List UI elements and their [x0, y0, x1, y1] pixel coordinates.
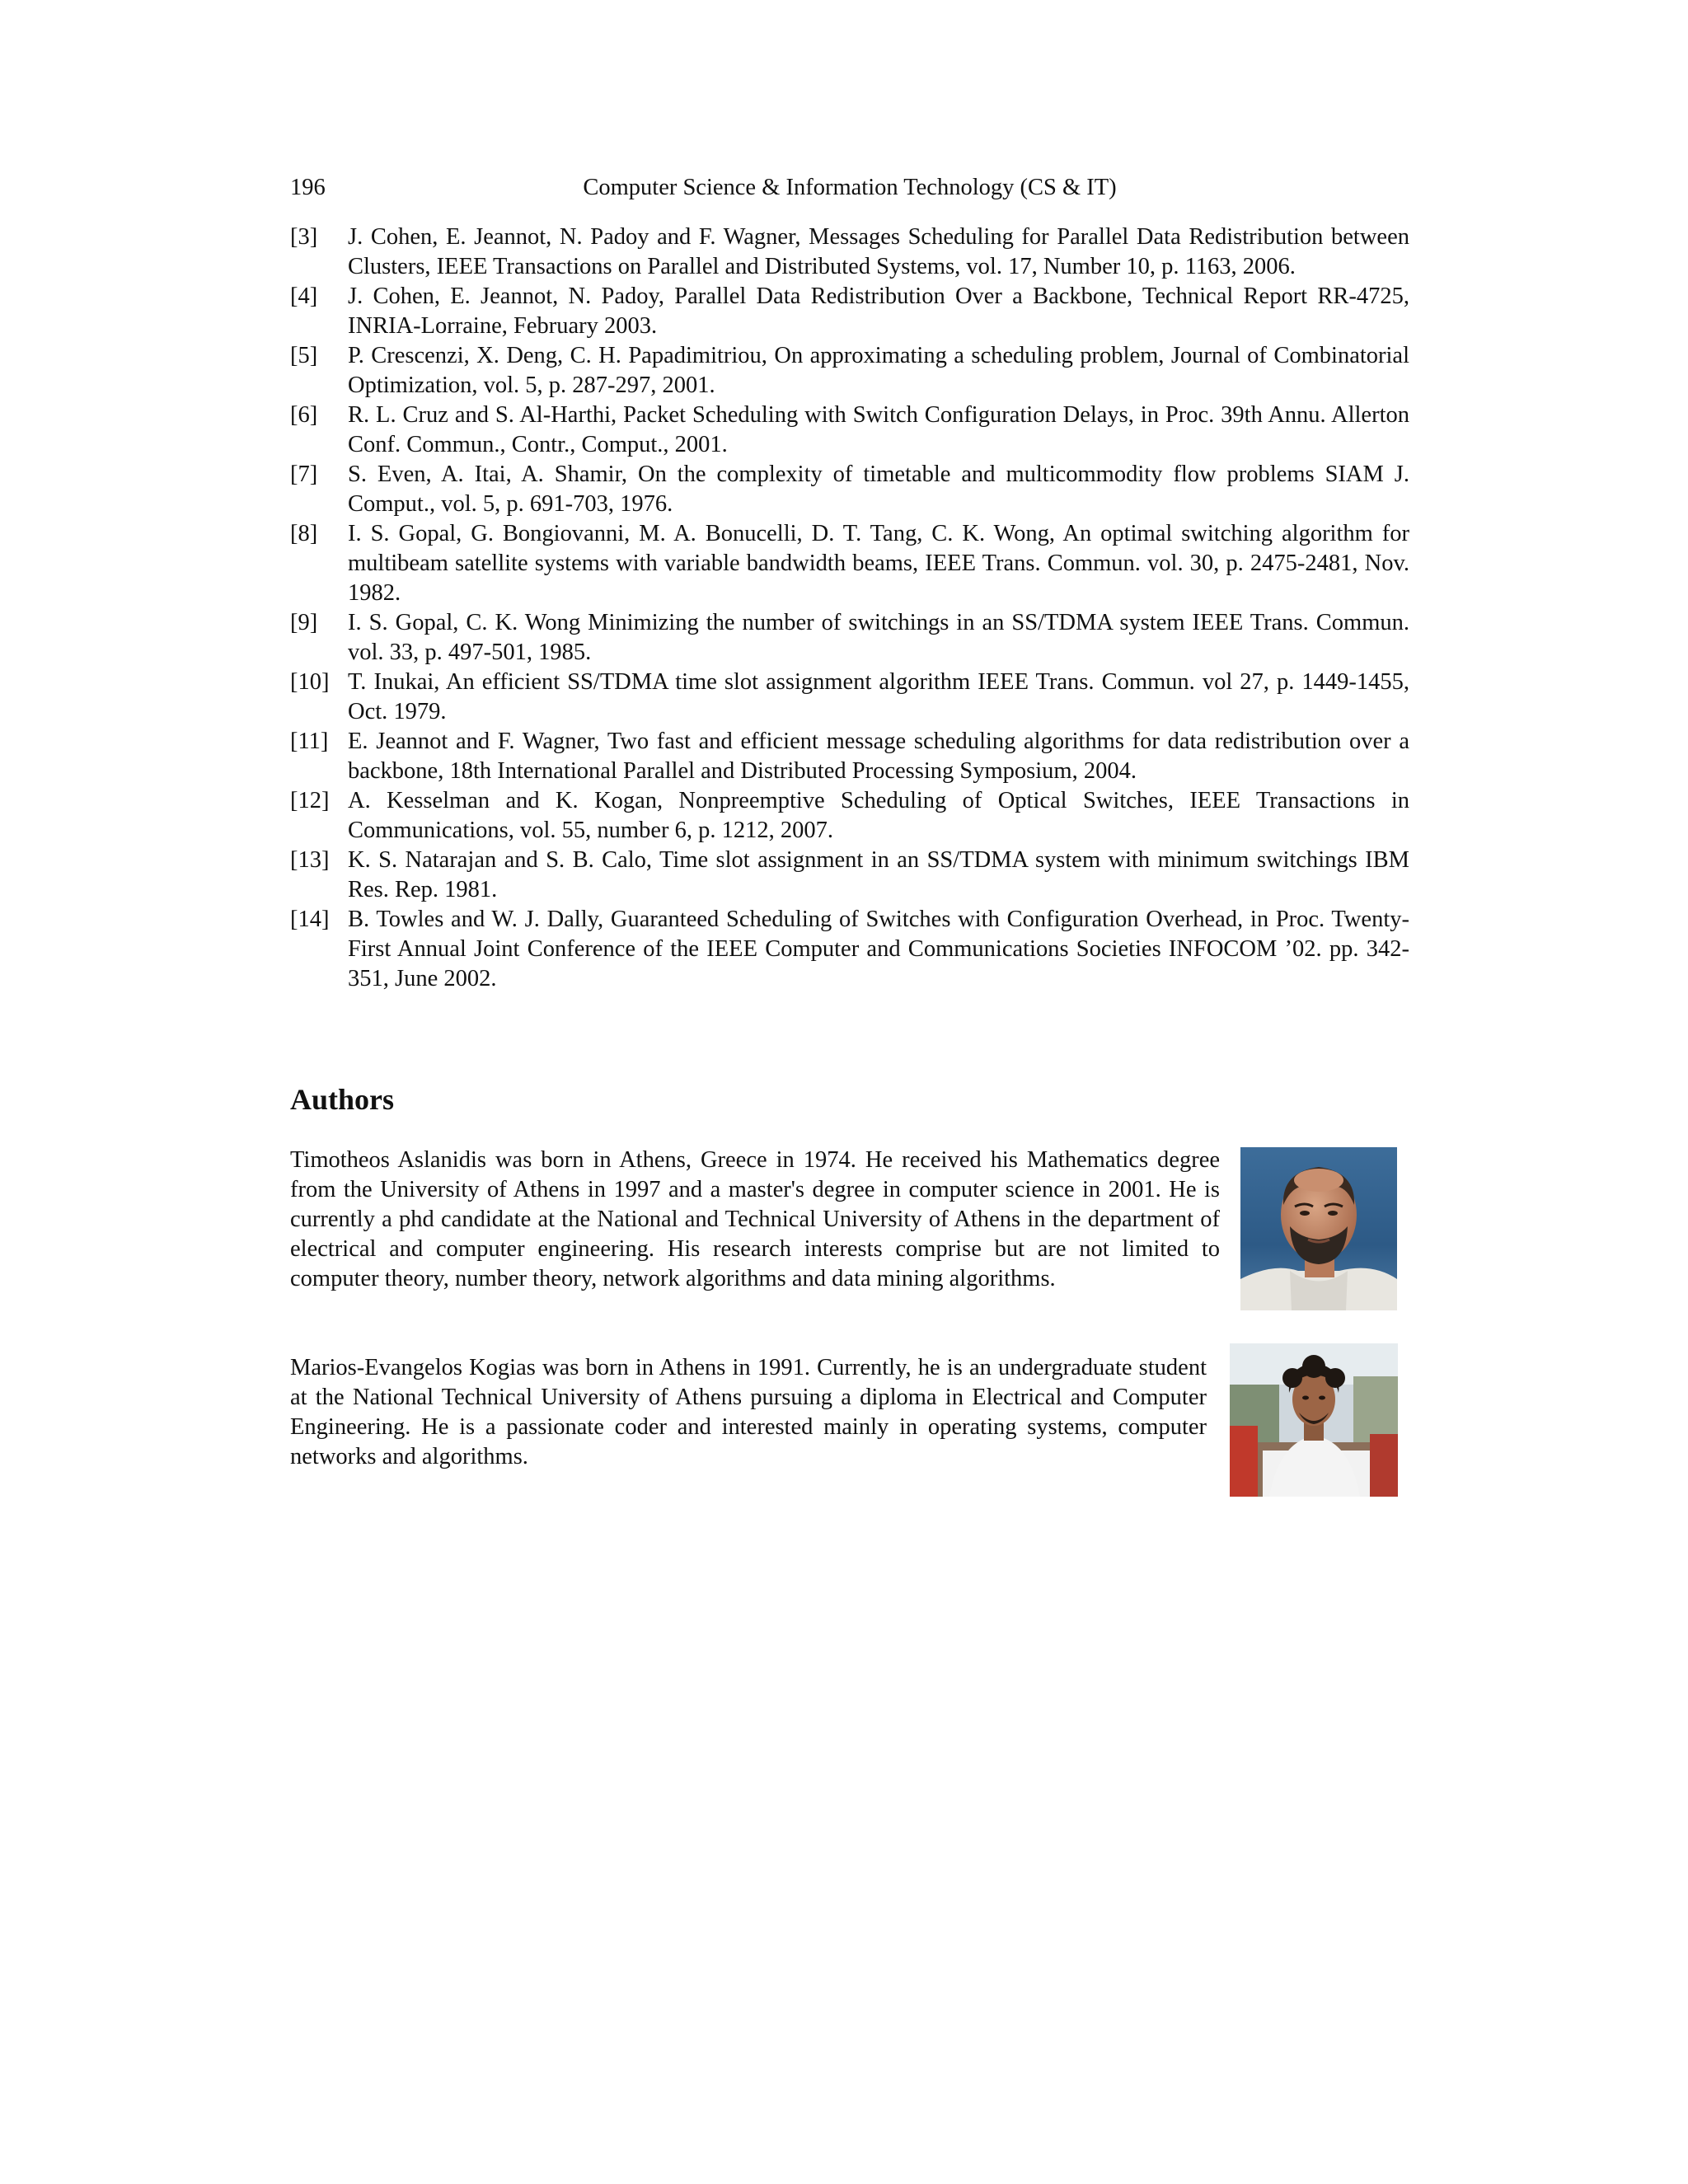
reference-number: [9]	[290, 610, 318, 635]
reference-item	[290, 341, 1409, 401]
reference-text: P. Crescenzi, X. Deng, C. H. Papadimitriou, On approximating a scheduling problem, Journal of Combinatorial Optimization, vol. 5, p. 287-297, 2001.	[348, 343, 1409, 398]
running-title: Computer Science & Information Technology (CS & IT)	[583, 175, 1117, 200]
author-photo-kogias	[1230, 1343, 1398, 1497]
reference-number: [12]	[290, 788, 330, 813]
reference-text: A. Kesselman and K. Kogan, Nonpreemptive Scheduling of Optical Switches, IEEE Transactions in Communications, vol. 55, number 6, p. 1212, 2007.	[348, 788, 1409, 843]
reference-list	[290, 223, 1409, 994]
reference-number: [6]	[290, 402, 318, 428]
authors-heading: Authors	[290, 1083, 395, 1116]
reference-item	[290, 223, 1409, 282]
reference-number: [11]	[290, 729, 329, 754]
reference-text: J. Cohen, E. Jeannot, N. Padoy and F. Wagner, Messages Scheduling for Parallel Data Redistribution between Clusters, IEEE Transactions on Parallel and Distributed Systems, vol. 17, Number 10, p. 1163, 2006.	[348, 224, 1409, 279]
author-photo-aslanidis	[1240, 1147, 1397, 1310]
reference-number: [14]	[290, 907, 330, 932]
reference-text: E. Jeannot and F. Wagner, Two fast and efficient message scheduling algorithms for data redistribution over a backbone, 18th International Parallel and Distributed Processing Symposium, 2004.	[348, 729, 1409, 784]
reference-text: R. L. Cruz and S. Al-Harthi, Packet Scheduling with Switch Configuration Delays, in Proc. 39th Annu. Allerton Conf. Commun., Contr., Comput., 2001.	[348, 402, 1409, 457]
page-header	[290, 171, 1409, 204]
reference-item	[290, 401, 1409, 460]
reference-item	[290, 519, 1409, 608]
reference-item	[290, 608, 1409, 668]
reference-number: [10]	[290, 669, 330, 695]
reference-item	[290, 905, 1409, 994]
reference-text: J. Cohen, E. Jeannot, N. Padoy, Parallel Data Redistribution Over a Backbone, Technical Report RR-4725, INRIA-Lorraine, February 2003.	[348, 284, 1409, 339]
page-number: 196	[290, 175, 326, 200]
reference-text: I. S. Gopal, C. K. Wong Minimizing the number of switchings in an SS/TDMA system IEEE Trans. Commun. vol. 33, p. 497-501, 1985.	[348, 610, 1409, 665]
reference-number: [8]	[290, 521, 318, 546]
reference-item	[290, 727, 1409, 786]
reference-number: [4]	[290, 284, 318, 309]
reference-text: K. S. Natarajan and S. B. Calo, Time slot assignment in an SS/TDMA system with minimum switchings IBM Res. Rep. 1981.	[348, 847, 1409, 902]
reference-item	[290, 786, 1409, 846]
reference-item	[290, 668, 1409, 727]
reference-number: [13]	[290, 847, 330, 873]
author-bio-aslanidis: Timotheos Aslanidis was born in Athens, Greece in 1974. He received his Mathematics degree from the University of Athens in 1997 and a master's degree in computer science in 2001. He is currently a phd candidate at the National and Technical University of Athens in the department of electrical and computer engineering. His research interests comprise but are not limited to computer theory, number theory, network algorithms and data mining algorithms.	[290, 1147, 1220, 1291]
reference-item	[290, 460, 1409, 519]
reference-number: [3]	[290, 224, 318, 250]
reference-text: I. S. Gopal, G. Bongiovanni, M. A. Bonucelli, D. T. Tang, C. K. Wong, An optimal switching algorithm for multibeam satellite systems with variable bandwidth beams, IEEE Trans. Commun. vol. 30, p. 2475-2481, Nov. 1982.	[348, 521, 1409, 606]
reference-item	[290, 282, 1409, 341]
reference-text: T. Inukai, An efficient SS/TDMA time slot assignment algorithm IEEE Trans. Commun. vol 27, p. 1449-1455, Oct. 1979.	[348, 669, 1409, 724]
reference-text: S. Even, A. Itai, A. Shamir, On the complexity of timetable and multicommodity flow problems SIAM J. Comput., vol. 5, p. 691-703, 1976.	[348, 462, 1409, 517]
reference-text: B. Towles and W. J. Dally, Guaranteed Scheduling of Switches with Configuration Overhead, in Proc. Twenty-First Annual Joint Conference of the IEEE Computer and Communications Societies INFOCOM ’02. pp. 342-351, June 2002.	[348, 907, 1409, 991]
author-bio-kogias: Marios-Evangelos Kogias was born in Athens in 1991. Currently, he is an undergraduate student at the National Technical University of Athens pursuing a diploma in Electrical and Computer Engineering. He is a passionate coder and interested mainly in operating systems, computer networks and algorithms.	[290, 1355, 1207, 1469]
reference-item	[290, 846, 1409, 905]
reference-number: [7]	[290, 462, 318, 487]
reference-number: [5]	[290, 343, 318, 368]
